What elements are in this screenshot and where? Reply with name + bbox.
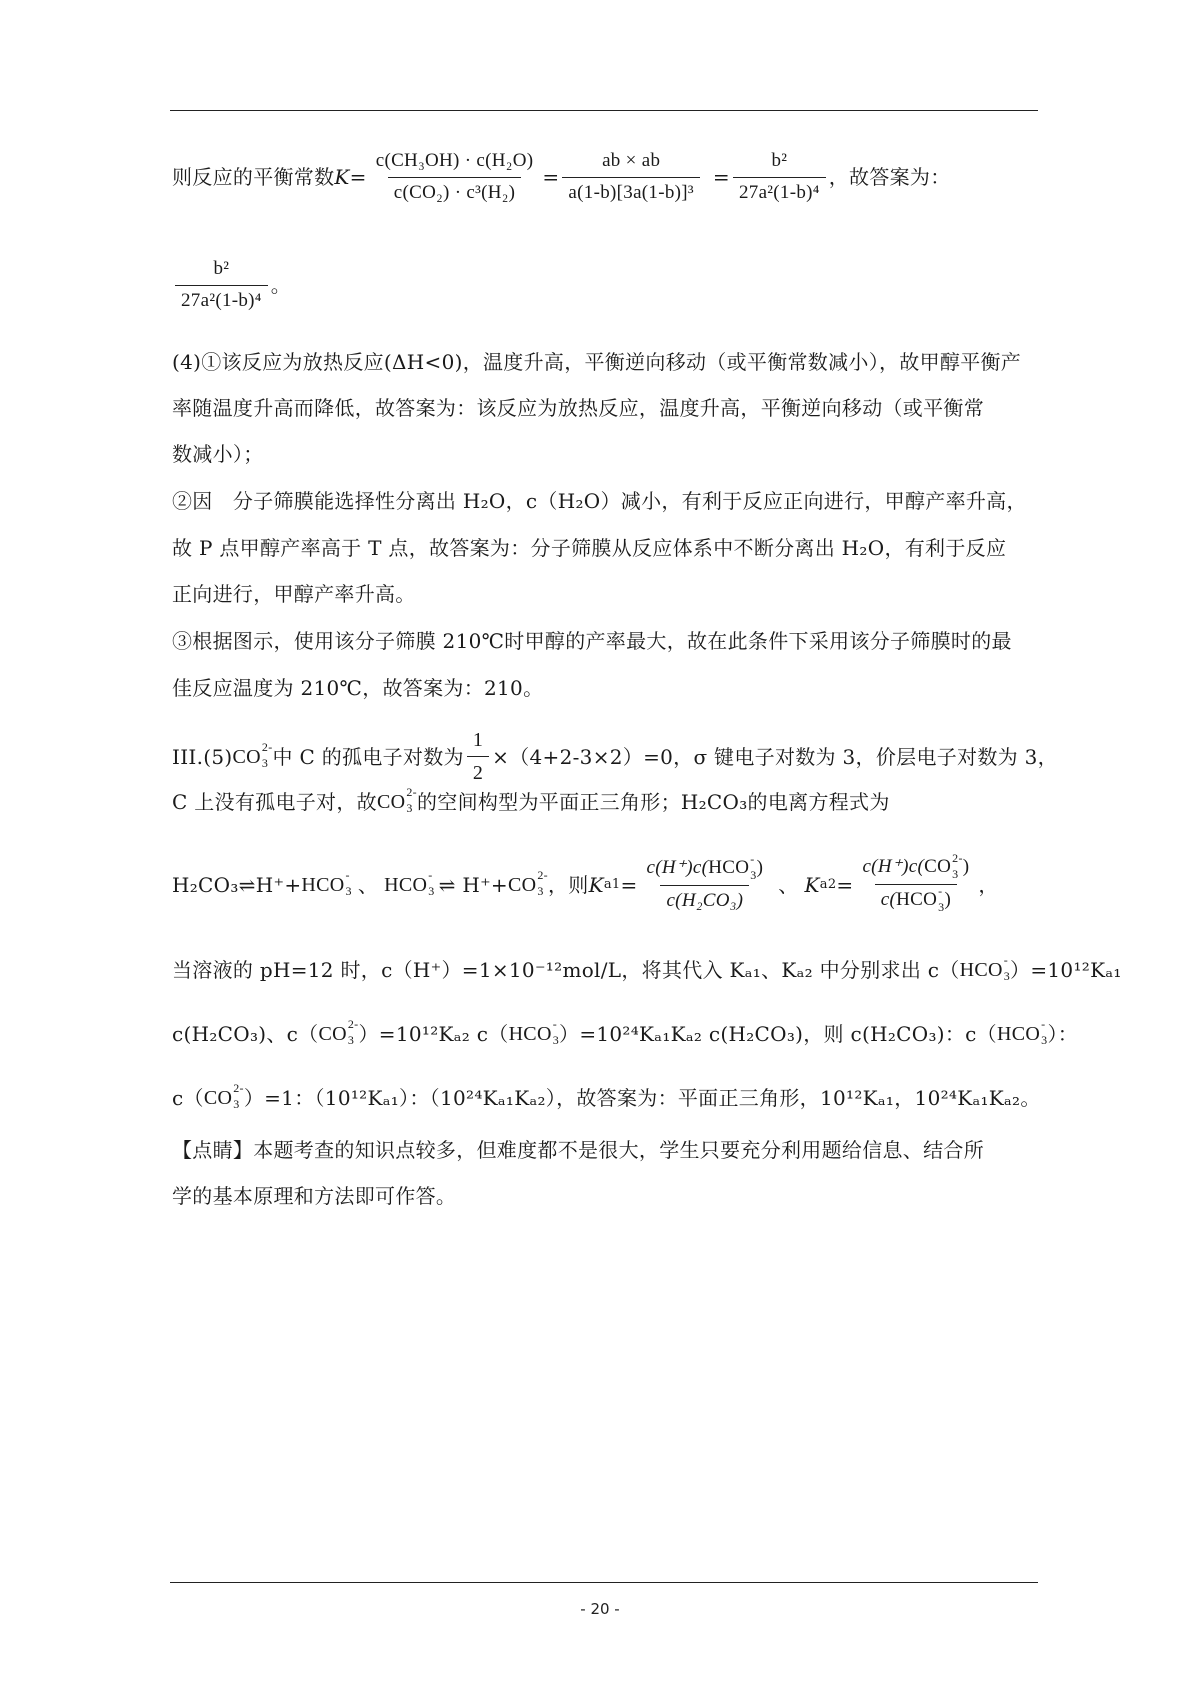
ion-charge: -	[552, 1017, 557, 1031]
note-line: 【点睛】本题考查的知识点较多，但难度都不是很大，学生只要充分利用题给信息、结合所	[172, 1138, 984, 1162]
ion-base: CO	[318, 1023, 347, 1045]
ka1-symbol: K	[588, 872, 604, 897]
text-segment: ）=10²⁴Kₐ₁Kₐ₂ c(H₂CO₃)，则 c(H₂CO₃)：c（	[559, 1022, 997, 1046]
ion-subscript: 3	[406, 801, 413, 815]
ka2-symbol: K	[804, 872, 820, 897]
text-segment: ）=10¹²Kₐ₁	[1010, 958, 1122, 982]
ion-base: HCO	[896, 889, 938, 910]
text-line: (4)①该反应为放热反应(ΔH<0)，温度升高，平衡逆向移动（或平衡常数减小），故甲醇平衡产	[172, 350, 1022, 374]
ion-base: HCO	[959, 959, 1003, 981]
text-segment: 的空间构型为平面正三角形；H₂CO₃的电离方程式为	[416, 790, 890, 814]
ion-charge: -	[1041, 1017, 1046, 1031]
eq1-equals-3: =	[712, 165, 730, 190]
ion-subscript: 3	[345, 883, 352, 898]
bicarbonate-ion	[384, 867, 435, 898]
ion-charge: -	[938, 884, 943, 898]
ion-charge: 2-	[952, 851, 963, 865]
fraction-k-definition	[370, 150, 540, 205]
ion-subscript: 3	[938, 900, 945, 914]
footer-rule	[170, 1582, 1038, 1583]
text-line: ③根据图示，使用该分子筛膜 210℃时甲醇的产率最大，故在此条件下采用该分子筛膜时的最	[172, 629, 1012, 653]
ion-base: CO	[924, 856, 952, 877]
ion-charge: -	[1003, 953, 1009, 967]
section-label: III.(5)	[172, 744, 233, 769]
ion-subscript: 3	[952, 867, 959, 881]
bicarbonate-ion	[997, 1017, 1048, 1047]
answer-period: 。	[270, 273, 292, 298]
text-segment: )	[756, 856, 764, 878]
ion-charge: 2-	[233, 1081, 244, 1095]
text-segment: ）=10¹²Kₐ₂ c（	[358, 1022, 509, 1046]
ion-subscript: 3	[428, 883, 435, 898]
fraction-ka2	[856, 851, 975, 914]
text-line: 故 P 点甲醇产率高于 T 点，故答案为：分子筛膜从反应体系中不断分离出 H₂O，有利于反应	[172, 536, 1007, 560]
fraction-answer	[175, 258, 268, 313]
text-segment: ，	[978, 872, 999, 897]
fraction-numerator	[856, 851, 975, 884]
fraction-denominator: c(H₂CO₃)	[660, 885, 749, 913]
fraction-denominator	[875, 884, 957, 913]
text-segment: )	[962, 856, 970, 877]
ion-charge: -	[428, 867, 433, 882]
ion-base: CO	[232, 745, 261, 768]
text-line: 率随温度升高而降低，故答案为：该反应为放热反应，温度升高，平衡逆向移动（或平衡常	[172, 396, 984, 420]
ion-subscript: 3	[233, 1097, 240, 1111]
ion-base: HCO	[508, 1023, 552, 1045]
ion-base: HCO	[708, 856, 750, 878]
ion-base: CO	[507, 873, 537, 896]
equals: =	[620, 872, 638, 897]
text-line: ②因 分子筛膜能选择性分离出 H₂O，c（H₂O）减小，有利于反应正向进行，甲醇产率升高，	[172, 489, 1027, 513]
text-line: 正向进行，甲醇产率升高。	[172, 582, 416, 606]
ion-subscript: 3	[347, 1033, 355, 1047]
text-segment: c(H⁺)c(	[862, 856, 925, 877]
carbonate-ion	[924, 851, 963, 881]
text-line: 数减小）；	[172, 442, 264, 466]
ph-line	[172, 953, 1122, 983]
text-line: 佳反应温度为 210℃，故答案为：210。	[172, 676, 544, 700]
separator: 、	[357, 872, 379, 897]
concentration-line	[172, 1017, 1079, 1047]
carbonate-ion	[318, 1017, 359, 1047]
eq1-equals: =	[349, 165, 367, 190]
header-rule	[170, 110, 1038, 111]
ion-charge: 2-	[537, 867, 548, 882]
equals: =	[836, 872, 854, 897]
fraction-numerator: c(CH₃OH) · c(H₂O)	[375, 150, 534, 171]
carbonate-ion	[507, 867, 548, 898]
ionization-equations-line: H₂CO₃⇌H⁺+ HCO - 3 、 HCO - 3 ⇌ H⁺+ CO 2- 3 ，则 K a1 = c(H⁺)c( HCO - 3 ) c(H₂CO₃) 、 K a2 = c(H⁺)c( CO 2- 3 ) c( HCO - 3 ) ，	[172, 851, 999, 914]
fraction-numerator	[641, 851, 770, 885]
ion-subscript: 3	[750, 867, 757, 882]
ion-subscript: 3	[1003, 969, 1011, 983]
ion-charge: 2-	[261, 739, 273, 754]
bicarbonate-ion	[708, 851, 757, 882]
ion-base: CO	[376, 791, 406, 813]
bicarbonate-ion	[896, 884, 945, 914]
ion-charge: -	[345, 867, 350, 882]
text-segment: 当溶液的 pH=12 时，c（H⁺）=1×10⁻¹²mol/L，将其代入 Kₐ₁、Kₐ₂ 中分别求出 c（	[172, 958, 960, 982]
section-5-line-1	[172, 728, 1058, 785]
ion-subscript: 3	[261, 755, 269, 770]
page-number: - 20 -	[580, 1600, 620, 1618]
text-segment: 中 C 的孤电子对数为	[272, 744, 464, 769]
bicarbonate-ion	[959, 953, 1011, 983]
fraction-one-half	[467, 728, 489, 785]
fraction-denominator: a(1-b)[3a(1-b)]³	[562, 177, 699, 205]
fraction-numerator: b²	[771, 150, 788, 171]
ratio-answer-line	[172, 1081, 1041, 1111]
carbonate-ion	[203, 1081, 244, 1111]
text-segment: ，则	[547, 872, 589, 897]
eq1-prefix: 则反应的平衡常数	[172, 165, 335, 190]
carbonate-ion	[232, 739, 273, 770]
eq1-equals-2: =	[542, 165, 560, 190]
text-segment: c（	[172, 1086, 204, 1110]
text-segment: C 上没有孤电子对，故	[172, 790, 377, 814]
fraction-denominator: 27a²(1-b)⁴	[175, 285, 268, 313]
text-segment: H₂CO₃⇌H⁺+	[172, 872, 302, 897]
carbonate-ion	[376, 785, 417, 815]
text-segment: c(	[880, 889, 897, 910]
ion-base: HCO	[301, 873, 345, 896]
k-symbol: K	[334, 165, 350, 190]
fraction-numerator: 1	[472, 729, 484, 751]
bicarbonate-ion	[508, 1017, 560, 1047]
text-segment: ⇌ H⁺+	[438, 872, 508, 897]
fraction-numerator: b²	[213, 258, 230, 279]
text-segment: ）=1：（10¹²Kₐ₁）：（10²⁴Kₐ₁Kₐ₂），故答案为：平面正三角形，10¹²Kₐ₁，10²⁴Kₐ₁Kₐ₂。	[243, 1086, 1041, 1110]
text-segment: ）：	[1047, 1022, 1079, 1046]
fraction-denominator: c(CO₂) · c³(H₂)	[388, 177, 522, 205]
ion-base: HCO	[997, 1023, 1041, 1045]
fraction-denominator: 27a²(1-b)⁴	[733, 177, 826, 205]
ion-charge: 2-	[347, 1017, 359, 1031]
fraction-k-result	[733, 150, 826, 205]
ion-subscript: 3	[537, 883, 544, 898]
ion-subscript: 3	[1041, 1033, 1048, 1047]
text-segment: )	[944, 889, 952, 910]
ion-base: CO	[203, 1087, 233, 1109]
ion-charge: 2-	[406, 785, 417, 799]
equilibrium-constant-line	[172, 150, 1040, 205]
answer-fraction-line	[172, 258, 1040, 313]
ion-subscript: 3	[552, 1033, 560, 1047]
eq1-suffix: ，故答案为：	[828, 165, 951, 190]
text-segment: ×（4+2-3×2）=0，σ 键电子对数为 3，价层电子对数为 3，	[492, 744, 1058, 769]
ion-charge: -	[750, 851, 755, 866]
text-segment: c(H⁺)c(	[646, 856, 709, 878]
fraction-k-substituted	[562, 150, 699, 205]
bicarbonate-ion	[301, 867, 352, 898]
ion-base: HCO	[384, 873, 428, 896]
fraction-numerator: ab × ab	[602, 150, 661, 171]
text-segment: c(H₂CO₃)、c（	[172, 1022, 319, 1046]
fraction-ka1	[641, 851, 770, 913]
section-5-line-2	[172, 785, 1040, 815]
fraction-denominator: 2	[467, 756, 489, 785]
separator: 、	[778, 872, 799, 897]
note-line: 学的基本原理和方法即可作答。	[172, 1184, 457, 1208]
